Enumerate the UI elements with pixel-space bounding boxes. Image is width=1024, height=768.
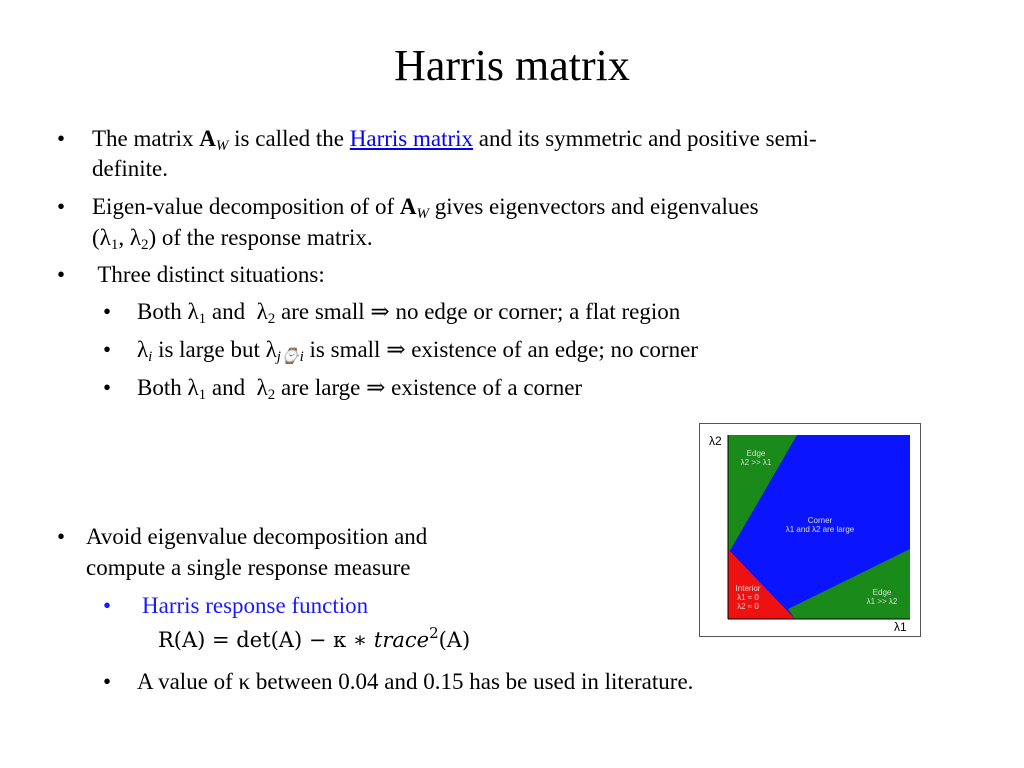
matrix-symbol: A [199,126,216,151]
sub-bullet-text: and λ [206,299,268,324]
subscript: 1 [110,237,119,253]
subscript: 2 [267,387,276,403]
sub-bullet-text: is small ⇒ existence of an edge; no corner [303,337,698,362]
bullet-marker: • [57,262,66,287]
bullet-text-continued: definite. [92,156,168,181]
label-line: λ1 and λ2 are large [785,525,855,534]
axis-x-label: λ1 [894,620,907,634]
superscript: 2 [429,624,439,642]
bullet-text-continued: compute a single response measure [86,555,411,580]
bullet-text: Eigen-value decomposition of of [92,194,400,219]
slide-title: Harris matrix [394,41,630,90]
label-line: λ2 ≈ 0 [737,602,759,611]
label-edge-top [734,449,778,467]
subscript: j⌚i [276,349,304,365]
sub-bullet-text: λ [137,337,149,362]
subscript: 1 [198,387,207,403]
sub-bullet-harris-response: Harris response function [142,593,369,618]
label-edge-right [860,588,904,606]
sub-bullet-text: are large ⇒ existence of a corner [275,375,583,400]
eigenvalue-text: , λ [118,225,141,250]
label-line: λ1 ≈ 0 [737,593,759,602]
sub-bullet-marker: • [103,593,112,618]
matrix-subscript: W [215,138,229,154]
sub-bullet-text: Both λ [137,299,199,324]
label-line: Edge [872,588,892,597]
harris-matrix-link[interactable]: Harris matrix [349,126,474,151]
label-line: Corner [807,516,833,525]
sub-bullet-kappa-range: A value of κ between 0.04 and 0.15 has be used in literature. [137,669,694,694]
subscript: 2 [140,237,149,253]
harris-response-formula [158,625,470,656]
eigenvalue-text: (λ [92,225,111,250]
sub-bullet-marker: • [103,375,112,400]
sub-bullet-flat-region [137,296,680,327]
bullet-avoid-decomposition: Avoid eigenvalue decomposition and [86,524,428,549]
matrix-subscript: W [416,206,429,222]
sub-bullet-text: and λ [206,375,268,400]
subscript: i [148,349,153,365]
sub-bullet-text: Both λ [137,375,199,400]
bullet-text-continued [92,222,373,253]
formula-text: R(A) = det(A) − κ ∗ [158,628,374,652]
bullet-marker: • [57,126,66,151]
label-corner [770,516,870,534]
label-interior [729,584,767,611]
bullet-eigen-decomposition [92,191,759,222]
bullet-text: and its symmetric and positive semi- [473,126,817,151]
sub-bullet-marker: • [103,669,112,694]
axis-y-label: λ2 [709,434,722,448]
label-line: λ2 >> λ1 [740,458,772,467]
eigenvalue-text: ) of the response matrix. [148,225,373,250]
sub-bullet-corner [137,372,582,403]
bullet-text: The matrix [92,126,200,151]
eigenvalue-region-diagram [699,423,921,637]
bullet-marker: • [57,524,66,549]
sub-bullet-text: is large but λ [152,337,277,362]
matrix-symbol: A [399,194,417,219]
formula-text: (A) [438,628,471,652]
bullet-harris-matrix [92,123,817,154]
label-line: λ1 >> λ2 [866,597,898,606]
sub-bullet-marker: • [103,337,112,362]
label-line: Interior [735,584,761,593]
sub-bullet-marker: • [103,299,112,324]
bullet-text: gives eigenvectors and eigenvalues [429,194,759,219]
sub-bullet-edge [137,334,698,365]
sub-bullet-text: are small ⇒ no edge or corner; a flat region [275,299,681,324]
label-line: Edge [746,449,766,458]
subscript: 1 [198,311,207,327]
bullet-three-situations: Three distinct situations: [92,262,325,287]
formula-trace: trace [373,628,430,652]
bullet-text: is called the [228,126,350,151]
bullet-marker: • [57,194,66,219]
subscript: 2 [267,311,276,327]
